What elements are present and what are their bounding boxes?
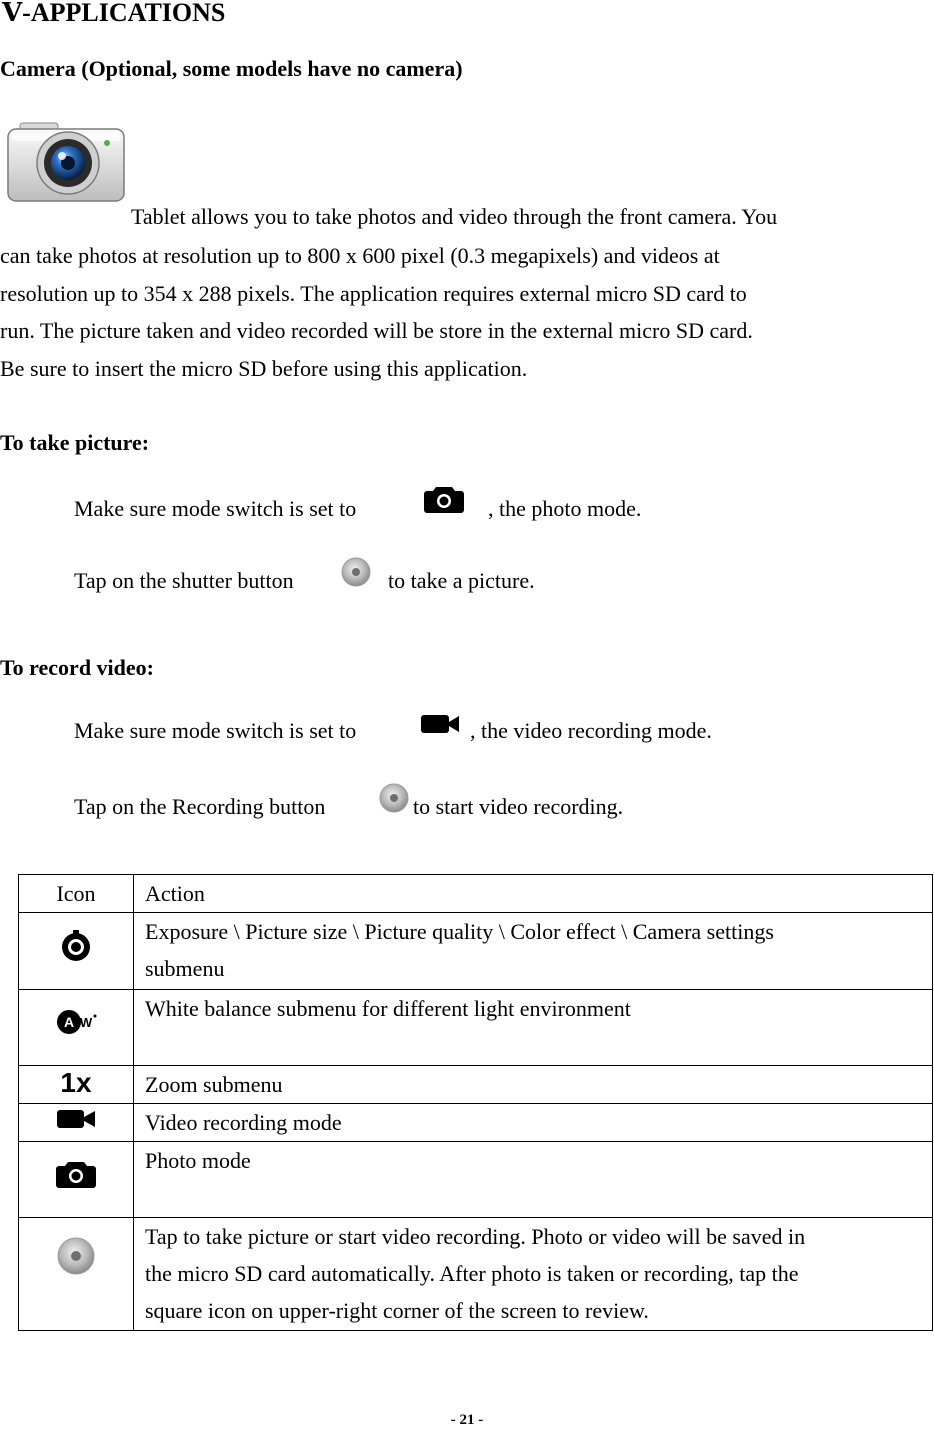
table-row: [19, 1066, 933, 1104]
record-video-step-1-suffix: , the video recording mode.: [470, 718, 712, 743]
take-picture-heading: To take picture:: [0, 430, 150, 455]
settings-dial-icon: [19, 913, 134, 990]
table-row: [19, 913, 933, 990]
intro-line-3: resolution up to 354 x 288 pixels. The application requires external micro SD card to: [0, 281, 747, 306]
intro-line-5: Be sure to insert the micro SD before using this application.: [0, 356, 528, 381]
photo-mode-icon: [424, 484, 464, 514]
table-row: [19, 990, 933, 1066]
video-camera-icon: [19, 1104, 134, 1142]
zoom-icon-label: 1x: [60, 1067, 92, 1098]
intro-line-4: run. The picture taken and video recorded will be store in the external micro SD card.: [0, 318, 753, 343]
table-header-row: [19, 875, 933, 913]
take-picture-step-2-suffix: to take a picture.: [388, 568, 535, 593]
camera-app-icon: [6, 121, 126, 203]
video-mode-icon: [420, 712, 460, 736]
action-text-line: submenu: [145, 956, 225, 981]
photo-camera-icon: [19, 1142, 134, 1218]
table-action-cell: [134, 1066, 933, 1104]
action-text-line: Zoom submenu: [145, 1072, 283, 1097]
action-text-line: Video recording mode: [145, 1110, 342, 1135]
table-action-cell: [134, 1218, 933, 1331]
record-video-step-2-suffix: to start video recording.: [413, 794, 624, 819]
table-row: [19, 1104, 933, 1142]
action-text-line: Tap to take picture or start video recording. Photo or video will be saved in: [145, 1224, 806, 1249]
table-header-icon: Icon: [19, 875, 134, 913]
take-picture-step-1-suffix: , the photo mode.: [488, 496, 642, 521]
shutter-button-icon: [340, 556, 372, 588]
table-header-action: Action: [134, 875, 933, 913]
take-picture-step-2-text: Tap on the shutter button: [74, 568, 294, 593]
take-picture-step-1-text: Make sure mode switch is set to: [74, 496, 357, 521]
intro-line-2: can take photos at resolution up to 800 x 600 pixel (0.3 megapixels) and videos at: [0, 243, 720, 268]
shutter-button-icon: [19, 1218, 134, 1331]
white-balance-icon: [19, 990, 134, 1066]
record-video-step-2-text: Tap on the Recording button: [74, 794, 326, 819]
record-button-icon: [378, 782, 410, 814]
table-row: [19, 1142, 933, 1218]
section-heading: Ⅴ-APPLICATIONS: [2, 0, 226, 27]
svg-text:W: W: [79, 1015, 93, 1030]
action-text-line: Exposure \ Picture size \ Picture quality \ Color effect \ Camera settings: [145, 919, 774, 944]
page-number: - 21 -: [450, 1412, 484, 1428]
table-row: [19, 1218, 933, 1331]
record-video-heading: To record video:: [0, 655, 154, 680]
camera-title: Camera (Optional, some models have no camera): [0, 56, 463, 81]
record-video-step-1-text: Make sure mode switch is set to: [74, 718, 357, 743]
zoom-icon: [19, 1066, 134, 1104]
action-text-line: Photo mode: [145, 1148, 251, 1173]
intro-line-1: Tablet allows you to take photos and video through the front camera. You: [131, 204, 778, 229]
svg-text:A: A: [63, 1014, 75, 1030]
icon-action-table: [18, 874, 933, 1331]
table-action-cell: [134, 990, 933, 1066]
action-text-line: White balance submenu for different light environment: [145, 996, 631, 1021]
table-action-cell: [134, 1104, 933, 1142]
table-action-cell: [134, 913, 933, 990]
action-text-line: the micro SD card automatically. After photo is taken or recording, tap the: [145, 1261, 799, 1286]
action-text-line: square icon on upper-right corner of the screen to review.: [145, 1298, 649, 1323]
table-action-cell: [134, 1142, 933, 1218]
